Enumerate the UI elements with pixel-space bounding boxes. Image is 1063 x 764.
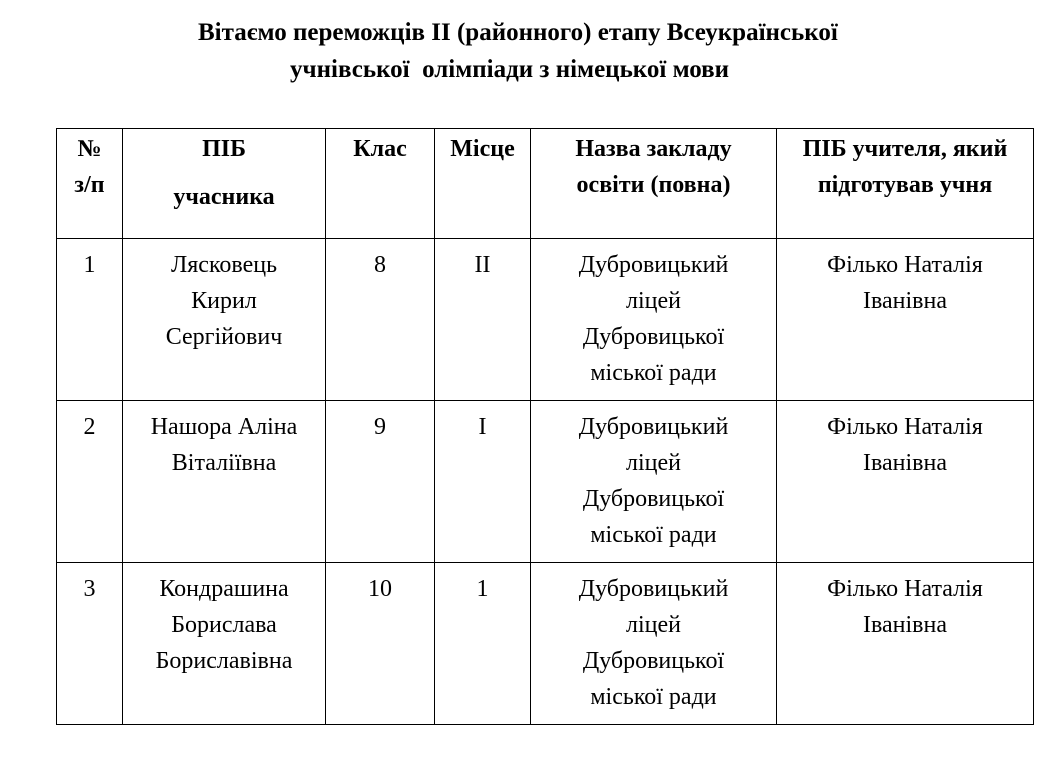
cell-teacher — [777, 239, 1034, 401]
cell-num: 3 — [57, 563, 123, 725]
cell-school-line: Дубровицької — [582, 324, 725, 350]
cell-school-line: міської ради — [590, 684, 717, 710]
cell-school — [531, 401, 777, 563]
header-school — [531, 129, 777, 239]
table-row — [57, 239, 1034, 401]
cell-teacher-line: Філько Наталія — [827, 576, 983, 602]
cell-class: 10 — [326, 563, 435, 725]
cell-pib-line: Кирил — [191, 288, 257, 314]
cell-school-line: Дубровицький — [578, 252, 729, 278]
header-pib-line: ПІБ — [202, 136, 246, 162]
cell-school-line: Дубровицької — [582, 486, 725, 512]
table-row — [57, 563, 1034, 725]
cell-teacher-line: Іванівна — [863, 450, 947, 476]
cell-num: 1 — [57, 239, 123, 401]
cell-pib-line: Нашора Аліна — [150, 414, 298, 440]
title-line-2: учнівської олімпіади з німецької мови — [290, 56, 730, 83]
cell-teacher-line: Іванівна — [863, 288, 947, 314]
cell-pib-line: Бориславівна — [155, 648, 293, 674]
cell-class: 9 — [326, 401, 435, 563]
cell-teacher-line: Філько Наталія — [827, 252, 983, 278]
cell-num: 2 — [57, 401, 123, 563]
cell-teacher-line: Філько Наталія — [827, 414, 983, 440]
cell-place: ІІ — [435, 239, 531, 401]
header-teacher-line: ПІБ учителя, який — [802, 136, 1008, 162]
cell-school-line: міської ради — [590, 360, 717, 386]
cell-pib — [123, 239, 326, 401]
header-pib — [123, 129, 326, 239]
cell-pib-line: Кондрашина — [159, 576, 289, 602]
header-num — [57, 129, 123, 239]
cell-school-line: ліцей — [626, 288, 681, 314]
cell-teacher — [777, 563, 1034, 725]
header-class: Клас — [326, 129, 435, 239]
cell-pib — [123, 563, 326, 725]
header-place: Місце — [435, 129, 531, 239]
header-teacher-line: підготував учня — [817, 172, 993, 198]
cell-pib-line: Борислава — [171, 612, 277, 638]
cell-pib-line: Сергійович — [165, 324, 283, 350]
cell-school — [531, 239, 777, 401]
title-line-1: Вітаємо переможців ІІ (районного) етапу Всеукраїнської — [198, 19, 838, 46]
cell-school — [531, 563, 777, 725]
cell-pib-line: Лясковець — [170, 252, 278, 278]
cell-teacher — [777, 401, 1034, 563]
cell-teacher-line: Іванівна — [863, 612, 947, 638]
cell-pib-line: Віталіївна — [171, 450, 277, 476]
cell-school-line: ліцей — [626, 612, 681, 638]
cell-school-line: Дубровицький — [578, 414, 729, 440]
header-school-line: освіти (повна) — [576, 172, 731, 198]
cell-place: 1 — [435, 563, 531, 725]
cell-place: І — [435, 401, 531, 563]
table-row — [57, 401, 1034, 563]
header-num-line: № — [77, 136, 102, 162]
winners-table — [56, 128, 1034, 725]
header-num-line: з/п — [74, 172, 105, 198]
table-header-row — [57, 129, 1034, 239]
header-teacher — [777, 129, 1034, 239]
header-pib-line: учасника — [173, 184, 275, 210]
cell-school-line: ліцей — [626, 450, 681, 476]
cell-school-line: Дубровицької — [582, 648, 725, 674]
header-school-line: Назва закладу — [575, 136, 732, 162]
cell-school-line: Дубровицький — [578, 576, 729, 602]
cell-pib — [123, 401, 326, 563]
cell-class: 8 — [326, 239, 435, 401]
cell-school-line: міської ради — [590, 522, 717, 548]
